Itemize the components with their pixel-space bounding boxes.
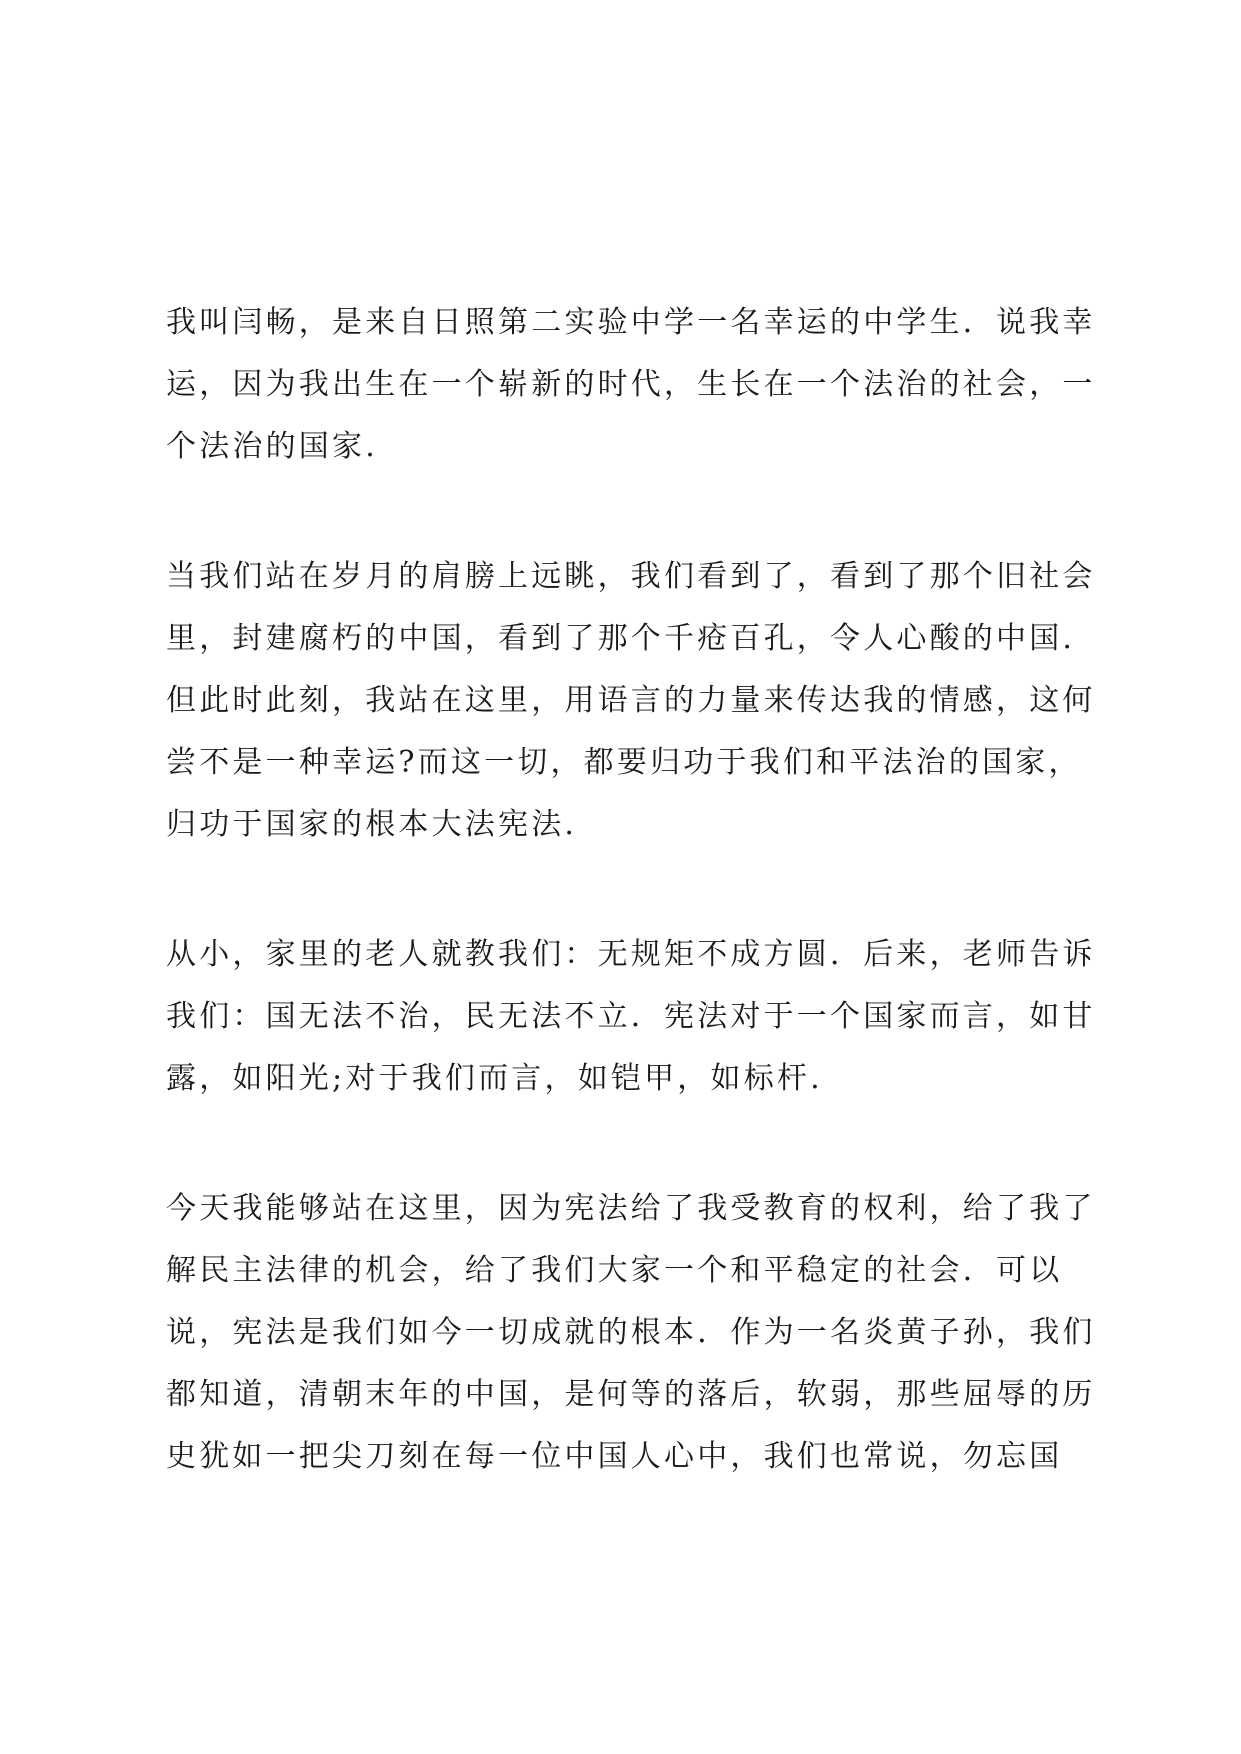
text-line: 今天我能够站在这里，因为宪法给了我受教育的权利，给了我了 [166,1191,1096,1226]
paragraph-2 [166,546,1096,856]
paragraph-3 [166,924,1096,1110]
text-line: 我们：国无法不治，民无法不立．宪法对于一个国家而言，如甘 [166,999,1096,1034]
text-line: 我叫闫畅，是来自日照第二实验中学一名幸运的中学生．说我幸 [166,305,1096,340]
text-line: 个法治的国家. [166,429,378,464]
text-line: 露，如阳光;对于我们而言，如铠甲，如标杆. [166,1061,823,1096]
text-line: 从小，家里的老人就教我们：无规矩不成方圆．后来，老师告诉 [166,937,1096,972]
text-line: 归功于国家的根本大法宪法. [166,807,578,842]
text-line: 运，因为我出生在一个崭新的时代，生长在一个法治的社会，一 [166,367,1096,402]
paragraph-4 [166,1178,1096,1488]
text-line: 解民主法律的机会，给了我们大家一个和平稳定的社会．可以 [166,1253,1063,1288]
text-line: 但此时此刻，我站在这里，用语言的力量来传达我的情感，这何 [166,683,1096,718]
text-line: 当我们站在岁月的肩膀上远眺，我们看到了，看到了那个旧社会 [166,559,1096,594]
text-line: 尝不是一种幸运?而这一切，都要归功于我们和平法治的国家， [166,745,1082,780]
paragraph-1 [166,292,1096,478]
text-line: 里，封建腐朽的中国，看到了那个千疮百孔，令人心酸的中国. [166,621,1076,656]
document-body [166,292,1096,1556]
text-line: 说，宪法是我们如今一切成就的根本．作为一名炎黄子孙，我们 [166,1315,1096,1350]
text-line: 都知道，清朝末年的中国，是何等的落后，软弱，那些屈辱的历 [166,1377,1096,1412]
text-line: 史犹如一把尖刀刻在每一位中国人心中，我们也常说，勿忘国 [166,1439,1063,1474]
